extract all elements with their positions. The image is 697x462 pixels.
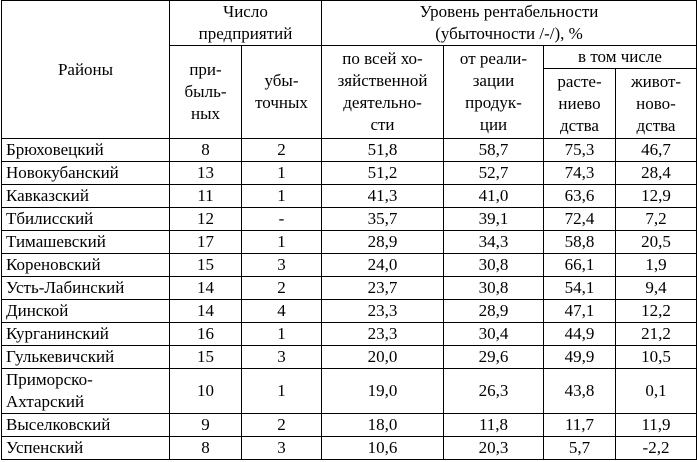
cell-livestock: 9,4 <box>616 277 697 300</box>
cell-profitable: 8 <box>170 437 242 460</box>
cell-livestock: 1,9 <box>616 254 697 277</box>
header-enterprise-count <box>170 1 322 46</box>
cell-profitable: 15 <box>170 254 242 277</box>
header-from-sales: от реали- зации продук- ции <box>444 46 544 139</box>
cell-from-sales: 11,8 <box>444 414 544 437</box>
table-row <box>2 139 697 162</box>
cell-crop: 75,3 <box>544 139 616 162</box>
cell-district: Приморско- Ахтарский <box>2 369 170 414</box>
cell-unprofitable: 1 <box>242 369 322 414</box>
cell-profitable: 14 <box>170 277 242 300</box>
cell-unprofitable: 1 <box>242 185 322 208</box>
cell-crop: 43,8 <box>544 369 616 414</box>
table-row <box>2 323 697 346</box>
cell-profitable: 17 <box>170 231 242 254</box>
cell-unprofitable: 2 <box>242 414 322 437</box>
cell-unprofitable: 1 <box>242 231 322 254</box>
cell-from-sales: 41,0 <box>444 185 544 208</box>
cell-livestock: 28,4 <box>616 162 697 185</box>
table-row <box>2 162 697 185</box>
cell-profitable: 11 <box>170 185 242 208</box>
cell-all-activity: 28,9 <box>322 231 444 254</box>
header-enterprise-count-label: Число предприятий <box>198 2 293 43</box>
cell-unprofitable: 1 <box>242 323 322 346</box>
cell-crop: 72,4 <box>544 208 616 231</box>
table-row <box>2 369 697 414</box>
cell-all-activity: 10,6 <box>322 437 444 460</box>
cell-livestock: 11,9 <box>616 414 697 437</box>
cell-unprofitable: 2 <box>242 139 322 162</box>
cell-livestock: 20,5 <box>616 231 697 254</box>
cell-crop: 11,7 <box>544 414 616 437</box>
cell-crop: 44,9 <box>544 323 616 346</box>
header-profitability-level <box>322 1 697 46</box>
cell-crop: 54,1 <box>544 277 616 300</box>
cell-from-sales: 30,4 <box>444 323 544 346</box>
cell-livestock: 0,1 <box>616 369 697 414</box>
header-profitability-label: Уровень рентабельности (убыточности /-/), % <box>419 2 599 43</box>
cell-all-activity: 24,0 <box>322 254 444 277</box>
cell-unprofitable: 3 <box>242 254 322 277</box>
table-row <box>2 346 697 369</box>
cell-crop: 58,8 <box>544 231 616 254</box>
cell-crop: 47,1 <box>544 300 616 323</box>
cell-all-activity: 35,7 <box>322 208 444 231</box>
cell-profitable: 16 <box>170 323 242 346</box>
cell-livestock: -2,2 <box>616 437 697 460</box>
table-row <box>2 185 697 208</box>
cell-district: Динской <box>2 300 170 323</box>
table-row <box>2 231 697 254</box>
cell-all-activity: 23,7 <box>322 277 444 300</box>
cell-all-activity: 18,0 <box>322 414 444 437</box>
profitability-table <box>1 0 697 460</box>
cell-crop: 5,7 <box>544 437 616 460</box>
cell-all-activity: 41,3 <box>322 185 444 208</box>
cell-district: Гулькевичский <box>2 346 170 369</box>
cell-unprofitable: 2 <box>242 277 322 300</box>
cell-district: Успенский <box>2 437 170 460</box>
cell-crop: 66,1 <box>544 254 616 277</box>
header-including: в том числе <box>544 46 697 69</box>
cell-from-sales: 30,8 <box>444 254 544 277</box>
cell-district: Тбилисский <box>2 208 170 231</box>
cell-profitable: 12 <box>170 208 242 231</box>
table-row <box>2 254 697 277</box>
header-unprofitable: убы- точных <box>242 46 322 139</box>
cell-all-activity: 51,2 <box>322 162 444 185</box>
cell-from-sales: 58,7 <box>444 139 544 162</box>
cell-unprofitable: 4 <box>242 300 322 323</box>
cell-all-activity: 20,0 <box>322 346 444 369</box>
cell-profitable: 9 <box>170 414 242 437</box>
cell-district: Тимашевский <box>2 231 170 254</box>
cell-livestock: 46,7 <box>616 139 697 162</box>
cell-from-sales: 26,3 <box>444 369 544 414</box>
header-livestock: живот- ново- дства <box>616 69 697 139</box>
cell-district: Усть-Лабинский <box>2 277 170 300</box>
cell-livestock: 7,2 <box>616 208 697 231</box>
table-row <box>2 414 697 437</box>
cell-from-sales: 34,3 <box>444 231 544 254</box>
cell-district: Выселковский <box>2 414 170 437</box>
table-row <box>2 300 697 323</box>
cell-livestock: 12,2 <box>616 300 697 323</box>
header-row-1 <box>2 1 697 46</box>
cell-livestock: 21,2 <box>616 323 697 346</box>
cell-profitable: 8 <box>170 139 242 162</box>
table-row <box>2 437 697 460</box>
cell-district: Брюховецкий <box>2 139 170 162</box>
header-all-activity: по всей хо- зяйственной деятельно- сти <box>322 46 444 139</box>
cell-profitable: 14 <box>170 300 242 323</box>
cell-profitable: 15 <box>170 346 242 369</box>
table-row <box>2 208 697 231</box>
cell-unprofitable: 3 <box>242 346 322 369</box>
cell-unprofitable: - <box>242 208 322 231</box>
cell-all-activity: 23,3 <box>322 323 444 346</box>
cell-from-sales: 20,3 <box>444 437 544 460</box>
cell-from-sales: 30,8 <box>444 277 544 300</box>
cell-district: Кореновский <box>2 254 170 277</box>
cell-livestock: 12,9 <box>616 185 697 208</box>
cell-all-activity: 19,0 <box>322 369 444 414</box>
cell-from-sales: 29,6 <box>444 346 544 369</box>
cell-from-sales: 52,7 <box>444 162 544 185</box>
cell-district: Курганинский <box>2 323 170 346</box>
cell-profitable: 10 <box>170 369 242 414</box>
cell-crop: 74,3 <box>544 162 616 185</box>
cell-district: Новокубанский <box>2 162 170 185</box>
cell-all-activity: 23,3 <box>322 300 444 323</box>
header-profitable: при- быль- ных <box>170 46 242 139</box>
cell-all-activity: 51,8 <box>322 139 444 162</box>
cell-crop: 63,6 <box>544 185 616 208</box>
cell-unprofitable: 3 <box>242 437 322 460</box>
cell-from-sales: 39,1 <box>444 208 544 231</box>
cell-livestock: 10,5 <box>616 346 697 369</box>
cell-from-sales: 28,9 <box>444 300 544 323</box>
table-row <box>2 277 697 300</box>
header-districts: Районы <box>2 1 170 139</box>
header-crop: расте- ниево дства <box>544 69 616 139</box>
cell-unprofitable: 1 <box>242 162 322 185</box>
cell-crop: 49,9 <box>544 346 616 369</box>
cell-profitable: 13 <box>170 162 242 185</box>
cell-district: Кавказский <box>2 185 170 208</box>
